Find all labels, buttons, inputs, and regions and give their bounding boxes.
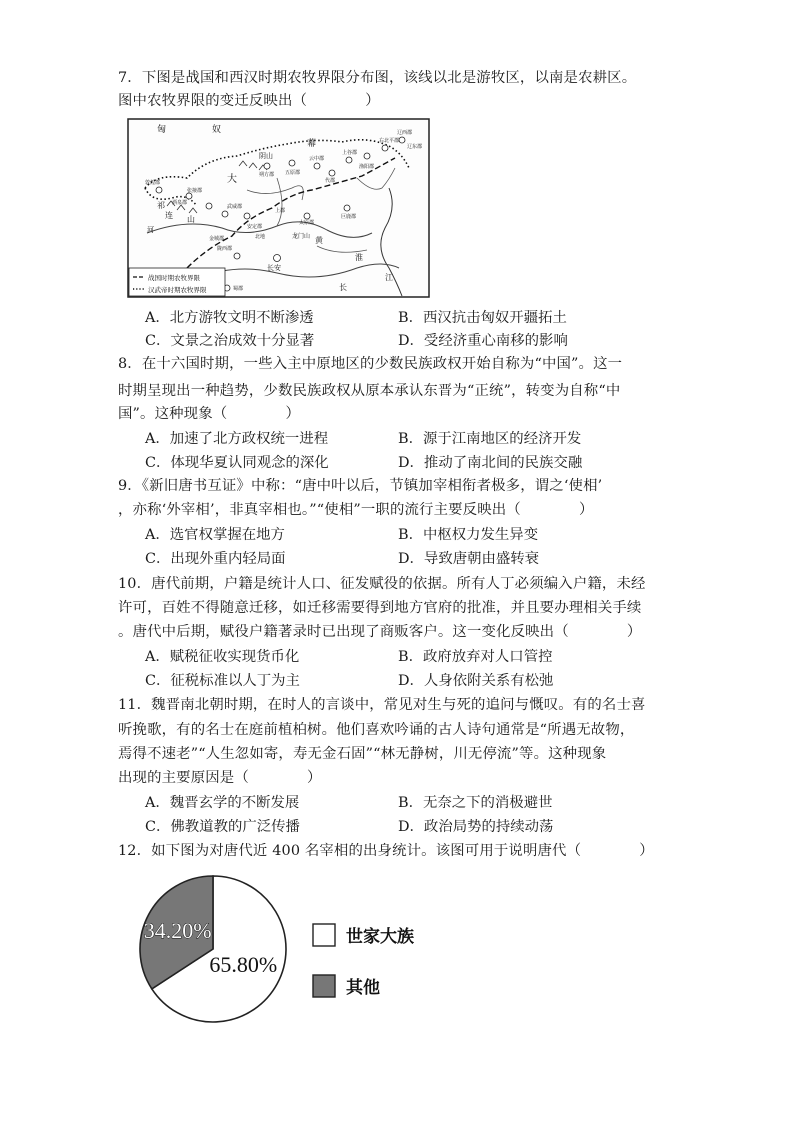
label-yunzhong: 云中郡 [309, 156, 325, 162]
taiyuan-marker [304, 213, 310, 219]
q11-line-2: 听挽歌，有的名士在庭前植柏树。他们喜欢吟诵的古人诗句通常是“所遇无故物， [118, 722, 635, 738]
q12-pie-chart [138, 869, 448, 1033]
label-xiongnu2: 奴 [212, 125, 222, 135]
wuwei-marker [222, 211, 228, 217]
label-mu: 幕 [307, 139, 317, 149]
label-huai: 淮 [355, 253, 363, 262]
youbeiping-marker [382, 145, 388, 151]
legend-warring-states: 战国时期农牧界限 [148, 274, 200, 282]
longxi-marker [234, 253, 240, 259]
wuyuan-marker [289, 160, 295, 166]
q8-option-b: B．源于江南地区的经济开发 [398, 431, 582, 447]
label-qilian3: 山 [187, 215, 195, 224]
q8-line-2: 时期呈现出一种趋势，少数民族政权从原本承认东晋为“正统”，转变为自称“中 [118, 383, 621, 399]
label-longmen: 龙门山 [292, 233, 311, 240]
yunzhong-marker [314, 163, 320, 169]
pie-data-label-0: 65.80% [209, 952, 278, 978]
label-shangjun: 上郡 [275, 208, 286, 214]
shanggu-marker [346, 157, 352, 163]
shuofang-marker [264, 163, 270, 169]
q7-line-2: 图中农牧界限的变迁反映出（ ） [118, 93, 380, 109]
q9-option-a: A．选官权掌握在地方 [145, 527, 285, 543]
label-qilian1: 祁 [157, 201, 165, 210]
liaoxi-marker [399, 137, 405, 143]
label-youbeiping: 右北平郡 [379, 138, 400, 144]
label-yellow: 黄 [315, 236, 323, 245]
label-anding: 安定郡 [247, 224, 263, 230]
q8-line-1: 8．在十六国时期，一些入主中原地区的少数民族政权开始自称为“中国”。这一 [118, 356, 623, 372]
label-wuyuan: 五原郡 [285, 170, 301, 176]
label-changan: 长安 [267, 264, 281, 272]
label-shu: 蜀郡 [233, 286, 244, 292]
label-yuyang: 渔阳郡 [359, 164, 375, 170]
label-he: 河 [147, 226, 154, 234]
q11-line-1: 11．魏晋南北朝时期，在时人的言谈中，常见对生与死的追问与慨叹。有的名士喜 [118, 697, 646, 713]
q10-option-a: A．赋税征收实现货币化 [145, 649, 300, 665]
q11-option-d: D．政治局势的持续动荡 [398, 819, 554, 835]
label-dunhuang: 敦煌郡 [145, 180, 161, 186]
legend-han: 汉武帝时期农牧界限 [148, 286, 207, 294]
q8-option-c: C．体现华夏认同观念的深化 [145, 455, 329, 471]
label-longxi: 陇西郡 [217, 246, 233, 252]
label-liaodong: 辽东郡 [407, 144, 423, 150]
pie-legend [313, 924, 414, 998]
legend-swatch-0 [313, 924, 335, 946]
anding-marker [244, 213, 250, 219]
q9-option-b: B．中枢权力发生异变 [398, 527, 539, 543]
q10-option-c: C．征税标准以人丁为主 [145, 673, 300, 689]
label-dai: 代郡 [325, 178, 336, 184]
dunhuang-marker [156, 187, 162, 193]
historical-map [127, 118, 430, 298]
legend-label-1: 其他 [346, 978, 380, 998]
q7-option-a: A．北方游牧文明不断渗透 [145, 310, 314, 326]
q7-option-d: D．受经济重心南移的影响 [398, 333, 568, 349]
label-liaoxi: 辽西郡 [397, 130, 413, 136]
q8-option-d: D．推动了南北间的民族交融 [398, 455, 583, 471]
q10-option-b: B．政府放弃对人口管控 [398, 649, 553, 665]
q11-option-b: B．无奈之下的消极避世 [398, 795, 553, 811]
label-qilian2: 连 [165, 211, 173, 220]
map-legend [129, 268, 225, 296]
q11-option-a: A．魏晋玄学的不断发展 [145, 795, 300, 811]
label-jiuquan: 酒泉郡 [172, 200, 188, 206]
legend-label-0: 世家大族 [346, 927, 414, 947]
label-xiongnu1: 匈 [157, 125, 167, 135]
q9-option-d: D．导致唐朝由盛转衰 [398, 551, 540, 567]
q10-option-d: D．人身依附关系有松弛 [398, 673, 554, 689]
dai-marker [329, 170, 335, 176]
zhangye-marker [206, 203, 212, 209]
q7-line-1: 7．下图是战国和西汉时期农牧界限分布图，该线以北是游牧区，以南是农耕区。 [118, 70, 637, 86]
label-wuwei: 武威郡 [227, 204, 243, 210]
julu-marker [344, 205, 350, 211]
legend-swatch-1 [313, 975, 335, 997]
q8-option-a: A．加速了北方政权统一进程 [145, 431, 329, 447]
label-zhangye: 张掖郡 [187, 188, 203, 194]
q7-option-b: B．西汉抗击匈奴开疆拓土 [398, 310, 567, 326]
label-taiyuan: 太原郡 [299, 220, 315, 226]
label-beidi: 北地 [255, 234, 266, 240]
yuyang-marker [364, 153, 370, 159]
label-shanggu: 上谷郡 [342, 150, 358, 156]
label-jiang: 江 [385, 273, 393, 282]
label-jincheng: 金城郡 [209, 236, 225, 242]
q11-line-4: 出现的主要原因是（ ） [118, 770, 322, 786]
q7-option-c: C．文景之治成效十分显著 [145, 333, 315, 349]
label-shuofang: 朔方郡 [259, 172, 275, 178]
q9-line-2: ，亦称‘外宰相’，非真宰相也。”“使相”一职的流行主要反映出（ ） [118, 502, 594, 518]
q8-line-3: 国”。这种现象（ ） [118, 406, 300, 422]
pie-slices [140, 876, 286, 1022]
q10-line-2: 许可，百姓不得随意迁移，如迁移需要得到地方官府的批准，并且要办理相关手续 [118, 600, 642, 616]
pie-chart-svg [138, 869, 448, 1033]
q11-line-3: 焉得不速老”“人生忽如寄，寿无金石固”“林无静树，川无停流”等。这种现象 [118, 746, 607, 762]
label-julu: 巨鹿郡 [341, 214, 357, 220]
q9-option-c: C．出现外重内轻局面 [145, 551, 286, 567]
label-chang: 长 [339, 283, 347, 292]
label-da: 大 [227, 174, 237, 185]
q7-map-figure [127, 118, 430, 298]
pie-data-label-1: 34.20% [143, 917, 212, 943]
q11-option-c: C．佛教道教的广泛传播 [145, 819, 300, 835]
q9-line-1: 9．《新旧唐书互证》中称：“唐中叶以后，节镇加宰相衔者极多，谓之‘使相’ [118, 478, 603, 494]
changan-marker [274, 255, 281, 262]
label-yinshan: 阴山 [259, 152, 273, 160]
q10-line-3: 。唐代中后期，赋役户籍著录时已出现了商贩客户。这一变化反映出（ ） [118, 624, 642, 640]
q10-line-1: 10．唐代前期，户籍是统计人口、征发赋役的依据。所有人丁必须编入户籍，未经 [118, 576, 646, 592]
q12-line-1: 12．如下图为对唐代近 400 名宰相的出身统计。该图可用于说明唐代（ ） [118, 843, 654, 859]
